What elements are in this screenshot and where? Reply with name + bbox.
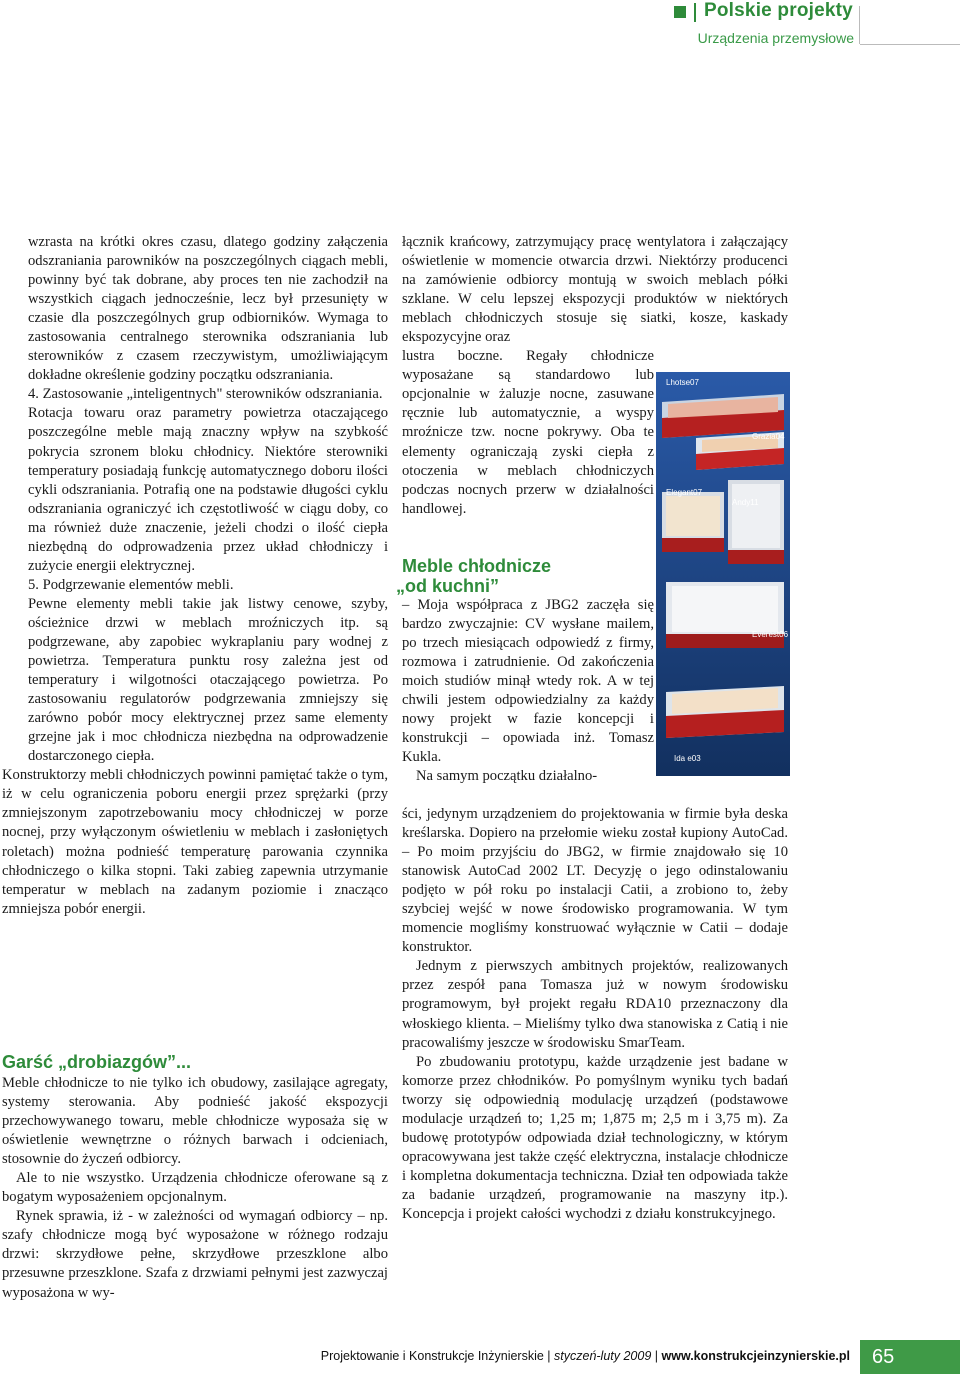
paragraph: lustra boczne. Regały chłodnicze wyposażane są standardowo lub opcjonalnie w żaluzje nocne, zasuwane ręcznie lub automatycznie, a wyspy mroźnicze tzw. nocne pokrywy. Oba te elementy ograniczają zyski ciepła z otoczenia w meblach chłodniczych podczas nocnych przerw w działalności handlowej. <box>402 348 654 517</box>
section-square-icon <box>674 6 686 18</box>
issue-date: styczeń-luty 2009 <box>554 1349 652 1363</box>
paragraph: Rotacja towaru oraz parametry powietrza otaczającego poszczególne meble mają znaczny wpływ na szybkość pokrycia szronem bloku chłodnicy. Niektóre sterowniki temperatury posiadają funkcję automatycznego doboru ilości cykli odszraniania. Potrafią one na podstawie długości cyklu odszraniania ograniczyć ich częstotliwość w ciągu doby, co ma również duże znaczenie, jeżeli chodzi o ilość ciepła niezbędną do odprowadzenia przez układ chłodniczy i zużycie energii elektrycznej. <box>28 405 388 574</box>
paragraph: Po zbudowaniu prototypu, każde urządzenie jest badane w komorze przez chłodników. Po pomyślnym wyniku tych badań tworzy się odpowiednią modulację urządzeń (podstawowe modulacje urządzeń to; 1,25 m; 1,875 m; 2,5 m i 3,75 m). Za budowę prototypów odpowiada dział technologiczny, w którym opracowywana jest także część elektryczna, instalacje chłodnicze i kompletna dokumentacja techniczna. Dział ten odpowiada także za badanie urządzeń, programowanie na maszyny itp.). Koncepcja i projekt całości wychodzi z działu konstrukcyjnego. <box>402 1053 788 1222</box>
photo-label: Lhotse07 <box>666 378 699 387</box>
header-divider <box>694 3 696 22</box>
website-link[interactable]: www.konstrukcjeinzynierskie.pl <box>661 1349 850 1363</box>
photo-label: Everest06 <box>752 630 789 639</box>
paragraph: Jednym z pierwszych ambitnych projektów, realizowanych przez zespół pana Tomasza już w nowym środowisku programowym, był projekt regału RDA10 przeznaczony dla włoskiego klienta. – Mieliśmy tylko dwa stanowiska z Catią i nie pracowaliśmy jeszcze w środowisku SmarTeam. <box>402 958 788 1051</box>
paragraph: Pewne elementy mebli takie jak listwy cenowe, szyby, ościeżnice drzwi w meblach mroźniczych itp. są podgrzewane, aby zapobiec wykraplaniu pary wodnej z powietrza. Temperatura punktu rosy zależna jest od temperatury i wilgotności otaczającego powietrza. Po zastosowaniu regulatorów podgrzewania zmniejszy się zarówno pobór mocy elektrycznej przez same elementy grzejne jak i moc chłodnicza niezbędna na odprowadzenie dostarczonego ciepła. <box>28 595 388 765</box>
paragraph: ści, jedynym urządzeniem do projektowania w firmie była deska kreślarska. Dopiero na przełomie wieku został kupiony AutoCad. – Po moim przyjściu do JBG2, w firmie znajdowało się 10 stanowisk AutoCad 2002 LT. Decyzję o jego odinstalowaniu podjęto w pół roku po instalacji Catii, a zrobiono to, żeby szybciej wejść w nowe środowisko programowania. W tym momencie mogliśmy konstruować wyłącznie w Catii – dodaje konstruktor. <box>402 806 788 956</box>
paragraph: łącznik krańcowy, zatrzymujący pracę wentylatora i załączający oświetlenie w momencie otwarcia drzwi. Niektórzy producenci na zamówienie odbiorcy montują w swoich meblach półki szklane. W celu lepszej ekspozycji produktów w niektórych meblach chłodniczych stosuje się siatki, kosze, kaskady ekspozycyjne oraz <box>402 234 788 346</box>
section-subtitle: Urządzenia przemysłowe <box>697 30 854 46</box>
list-item-heading: 5. Podgrzewanie elementów mebli. <box>28 576 234 593</box>
column-right-middle <box>402 596 654 786</box>
page-number: 65 <box>860 1340 960 1374</box>
photo-label: Grazia04 <box>752 432 785 441</box>
photo-label: Elegant07 <box>666 488 703 497</box>
paragraph: Rynek sprawia, iż - w zależności od wymagań odbiorcy – np. szafy chłodnicze mogą być wyposażone w różnego rodzaju drzwi: skrzydłowe pełne, skrzydłowe przeszklone albo przesuwne przeszklone. Szafa z drzwiami pełnymi jest zazwyczaj wyposażona w wy- <box>2 1208 388 1301</box>
paragraph: Meble chłodnicze to nie tylko ich obudowy, zasilające agregaty, systemy sterowania. Aby podnieść jakość ekspozycji przechowywanego towaru, meble chłodnicze wyposaża się w oświetlenie wewnętrzne o różnych barwach i odcieniach, stosownie do życzeń odbiorcy. <box>2 1075 388 1168</box>
list-item-heading: 4. Zastosowanie „inteligentnych" sterowników odszraniania. <box>28 386 383 403</box>
heading-line-1: Meble chłodnicze <box>402 556 552 576</box>
header-vertical-rule <box>859 6 860 44</box>
page-header <box>660 0 960 48</box>
column-left <box>2 233 388 919</box>
heading-line-2: „od kuchni” <box>396 576 499 596</box>
paragraph: – Moja współpraca z JBG2 zaczęła się bardzo zwyczajnie: CV wysłane mailem, po trzech miesiącach odpowiedź z firmy, rozmowa i zatrudnienie. Od zakończenia moich studiów minął wtedy rok. A w tej chwili jestem odpowiedzialny za każdy nowy projekt w fazie koncepcji i konstrukcji – opowiada inż. Tomasz Kukla. <box>402 597 654 766</box>
paragraph: Na samym początku działalno- <box>416 768 598 785</box>
section-heading-garsc: Garść „drobiazgów”... <box>2 1052 192 1072</box>
photo-label: Ida e03 <box>674 754 701 763</box>
photo-label: Andy11 <box>732 498 759 507</box>
journal-name: Projektowanie i Konstrukcje Inżynierskie | <box>320 1349 555 1363</box>
paragraph: Konstruktorzy mebli chłodniczych powinni pamiętać także o tym, iż w celu ograniczenia poboru energii przez sprężarki (przy zmniejszonym zapotrzebowaniu mocy chłodniczej w porze nocnej, przy wyłączonym oświetleniu w meblach i zasłoniętych roletach) można podnieść temperaturę parowania czynnika chłodniczego o kilka stopni. Taki zabieg zapewnia utrzymanie temperatur w meblach na zadanym poziomie i znacząco zmniejsza pobór energii. <box>2 767 388 917</box>
paragraph: wzrasta na krótki okres czasu, dlatego godziny załączenia odszraniania parowników na poszczególnych ciągach mebli, powinny być tak dobrane, aby proces ten nie zachodził na wszystkich ciągach jednocześnie, lecz był przesunięty w czasie dla poszczególnych grup odbiorników. Wymaga to zastosowania centralnego sterownika odszraniania lub sterowników z czasem rzeczywistym, umożliwiającym dokładne określenie godziny początku odszraniania. <box>28 234 388 384</box>
section-title: Polskie projekty <box>704 0 853 21</box>
product-photo <box>656 372 790 776</box>
header-horizontal-rule <box>860 44 960 45</box>
section-heading-meble <box>396 556 552 596</box>
page-footer <box>0 1340 960 1374</box>
paragraph: Ale to nie wszystko. Urządzenia chłodnicze oferowane są z bogatym wyposażeniem opcjonalnym. <box>2 1170 388 1206</box>
footer-citation <box>321 1349 850 1363</box>
column-left-lower <box>2 1074 388 1303</box>
footer-separator: | <box>651 1349 662 1363</box>
column-right-lower <box>402 805 788 1224</box>
